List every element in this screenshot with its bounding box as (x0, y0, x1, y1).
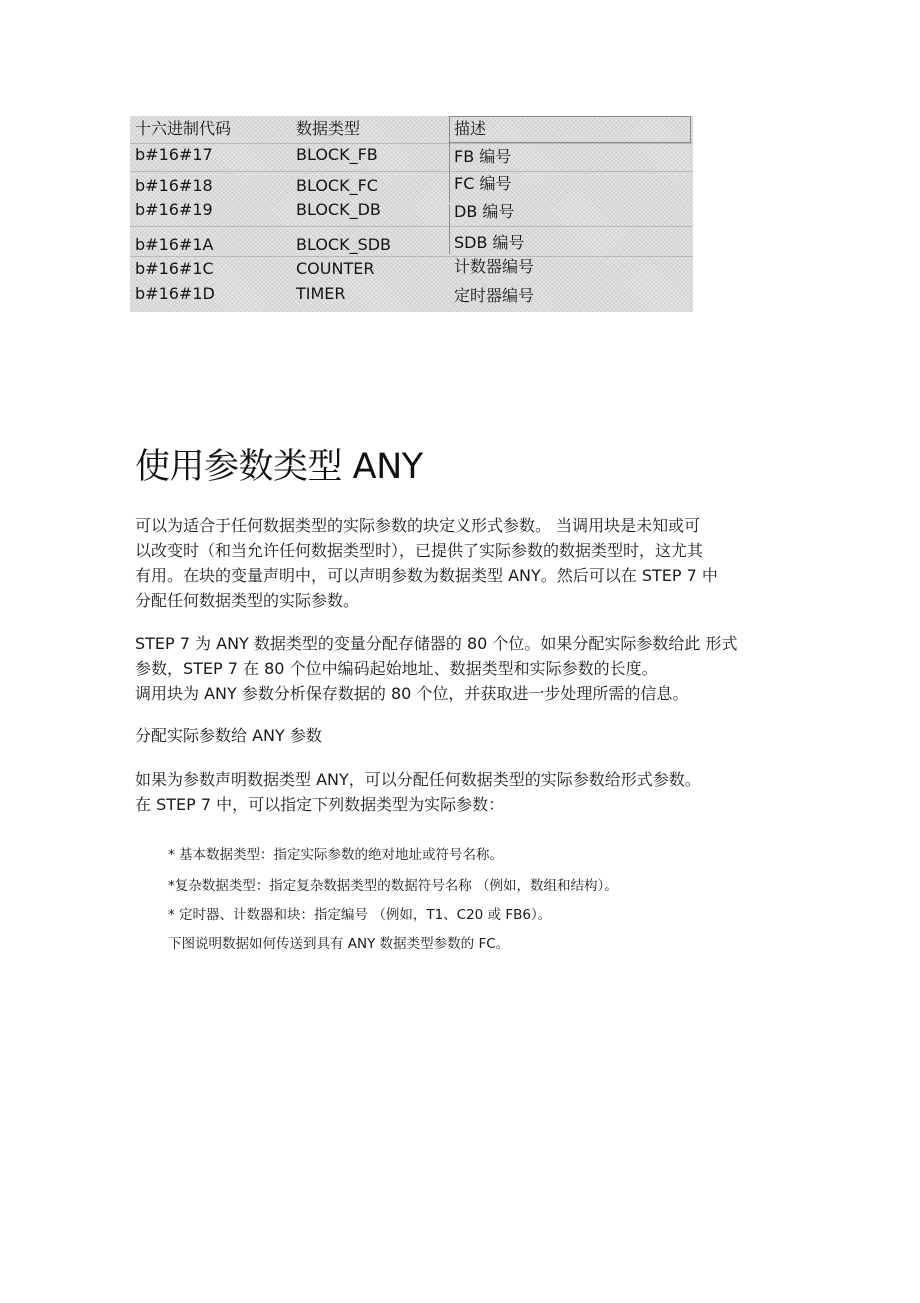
paragraph-line: 有用。在块的变量声明中，可以声明参数为数据类型 ANY。然后可以在 STEP 7 中 (135, 566, 718, 585)
column-divider (449, 204, 450, 254)
row-divider (130, 256, 693, 257)
paragraph-line: 参数，STEP 7 在 80 个位中编码起始地址、数据类型和实际参数的长度。 (135, 659, 658, 678)
table-cell-type: TIMER (296, 284, 346, 303)
bullet-item: *复杂数据类型：指定复杂数据类型的数据符号名称 （例如，数组和结构）。 (168, 878, 618, 894)
table-cell-type: BLOCK_FB (296, 145, 378, 164)
row-divider (130, 171, 693, 172)
table-header-description: 描述 (454, 119, 487, 138)
table-cell-desc: FC 编号 (454, 174, 512, 193)
table-cell-hex: b#16#1C (135, 259, 214, 278)
table-cell-hex: b#16#1A (135, 235, 214, 254)
paragraph-line: STEP 7 为 ANY 数据类型的变量分配存储器的 80 个位。如果分配实际参数给此 形式 (135, 634, 738, 653)
section-title: 使用参数类型 ANY (135, 447, 423, 487)
paragraph-line: 如果为参数声明数据类型 ANY，可以分配任何数据类型的实际参数给形式参数。 (135, 770, 701, 789)
figure-note: 下图说明数据如何传送到具有 ANY 数据类型参数的 FC。 (168, 936, 510, 952)
bullet-item: * 定时器、计数器和块：指定编号 （例如，T1、C20 或 FB6）。 (168, 907, 552, 923)
table-cell-desc: FB 编号 (454, 147, 512, 166)
table-header-data-type: 数据类型 (296, 119, 361, 138)
table-cell-type: BLOCK_DB (296, 200, 381, 219)
hex-code-table (130, 116, 693, 312)
subheading: 分配实际参数给 ANY 参数 (135, 726, 322, 745)
intro-paragraph (135, 513, 718, 613)
bullet-item: * 基本数据类型：指定实际参数的绝对地址或符号名称。 (168, 847, 504, 863)
table-cell-desc: SDB 编号 (454, 233, 525, 252)
table-header-hex-code: 十六进制代码 (135, 119, 232, 138)
paragraph-line: 在 STEP 7 中，可以指定下列数据类型为实际参数： (135, 795, 505, 814)
paragraph-line: 调用块为 ANY 参数分析保存数据的 80 个位，并获取进一步处理所需的信息。 (135, 684, 689, 703)
table-cell-desc: 定时器编号 (454, 286, 535, 305)
row-divider (130, 143, 693, 144)
table-cell-desc: 计数器编号 (454, 257, 535, 276)
assignment-paragraph (135, 767, 701, 817)
paragraph-line: 以改变时（和当允许任何数据类型时），已提供了实际参数的数据类型时，这尤其 (135, 541, 704, 560)
table-cell-type: BLOCK_FC (296, 176, 378, 195)
paragraph-line: 分配任何数据类型的实际参数。 (135, 591, 360, 610)
row-divider (130, 226, 693, 227)
table-cell-hex: b#16#17 (135, 145, 213, 164)
table-cell-hex: b#16#19 (135, 200, 213, 219)
table-cell-desc: DB 编号 (454, 202, 515, 221)
column-divider (449, 143, 450, 203)
paragraph-line: 可以为适合于任何数据类型的实际参数的块定义形式参数。 当调用块是未知或可 (135, 516, 701, 535)
table-cell-type: BLOCK_SDB (296, 235, 392, 254)
table-cell-hex: b#16#1D (135, 284, 215, 303)
memory-paragraph (135, 631, 738, 706)
table-cell-hex: b#16#18 (135, 176, 213, 195)
table-cell-type: COUNTER (296, 259, 375, 278)
